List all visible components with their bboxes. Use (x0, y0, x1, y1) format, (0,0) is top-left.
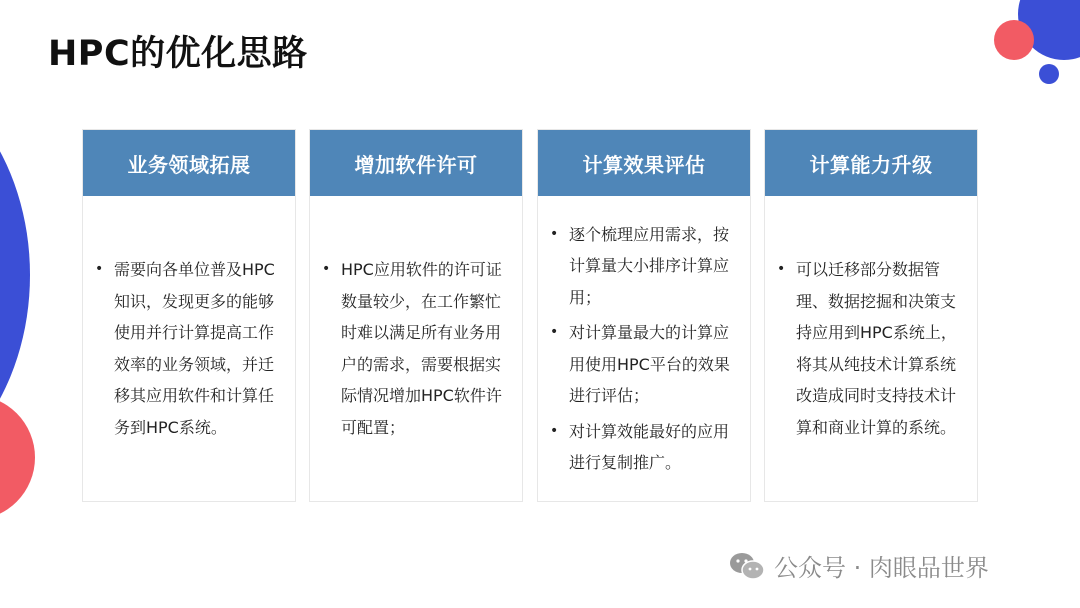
watermark-text: 公众号 · 肉眼品世界 (774, 554, 989, 582)
bullet-text: HPC应用软件的许可证数量较少，在工作繁忙时难以满足所有业务用户的需求，需要根据实际情况增加HPC软件许可配置； (341, 260, 502, 437)
card-business-expansion (82, 129, 296, 502)
bullet-icon: • (550, 225, 559, 242)
card-header: 增加软件许可 (310, 130, 522, 196)
bullet-icon: • (550, 422, 559, 439)
wechat-icon (728, 551, 766, 581)
card-header: 计算效果评估 (538, 130, 750, 196)
card-body (83, 196, 295, 501)
decorative-blue-dot (1039, 64, 1059, 84)
list-item (550, 317, 734, 412)
card-header: 计算能力升级 (765, 130, 977, 196)
slide-title: HPC的优化思路 (48, 34, 308, 74)
card-effect-evaluation (537, 129, 751, 502)
decorative-red-circle (0, 395, 35, 520)
card-software-license (309, 129, 523, 502)
watermark (728, 548, 989, 583)
card-body (765, 196, 977, 501)
list-item (95, 254, 279, 443)
bullet-text: 对计算效能最好的应用进行复制推广。 (569, 421, 730, 472)
bullet-icon: • (550, 324, 559, 340)
list-item (550, 416, 734, 479)
bullet-text: 可以迁移部分数据管理、数据挖掘和决策支持应用到HPC系统上，将其从纯技术计算系统改造成同时支持技术计算和商业计算的系统。 (796, 260, 957, 437)
bullet-icon: • (777, 261, 786, 277)
decorative-red-circle (994, 20, 1034, 60)
list-item (777, 254, 961, 443)
card-capacity-upgrade (764, 129, 978, 502)
card-header: 业务领域拓展 (83, 130, 295, 196)
bullet-icon: • (322, 261, 331, 277)
bullet-icon: • (95, 261, 104, 277)
bullet-text: 需要向各单位普及HPC知识，发现更多的能够使用并行计算提高工作效率的业务领域，并迁移其应用软件和计算任务到HPC系统。 (114, 260, 275, 437)
bullet-text: 对计算量最大的计算应用使用HPC平台的效果进行评估； (569, 323, 730, 405)
list-item (322, 254, 506, 443)
card-body (310, 196, 522, 501)
card-body (538, 196, 750, 501)
bullet-text: 逐个梳理应用需求，按计算量大小排序计算应用； (569, 224, 730, 307)
list-item (550, 219, 734, 314)
